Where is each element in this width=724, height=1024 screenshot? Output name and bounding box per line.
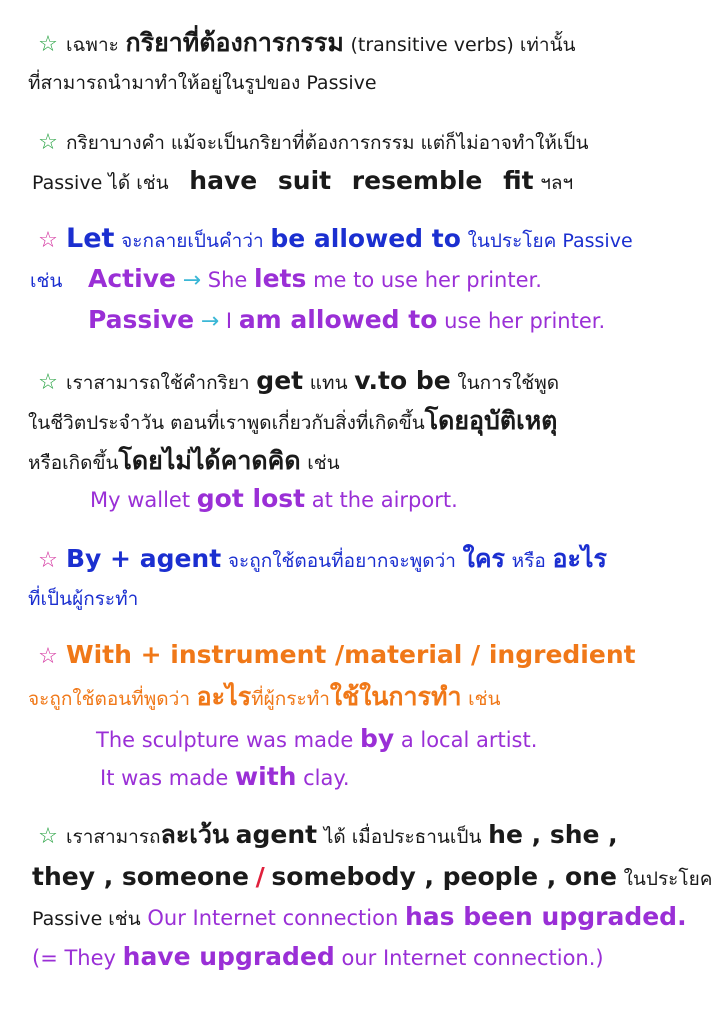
s6-example-1: The sculpture was made by a local artist. (96, 724, 538, 753)
s6-example-2: It was made with clay. (100, 762, 350, 791)
s6-line-2: จะถูกใช้ตอนที่พูดว่า อะไรที่ผู้กระทำใช้ในการทำ เช่น (28, 682, 501, 711)
s3-line-2-active: เช่น Active → She lets me to use her printer. (30, 264, 542, 293)
star-outline-green-icon: ☆ (38, 130, 58, 155)
s1-line-1: ☆ เฉพาะ กริยาที่ต้องการกรรม (transitive verbs) เท่านั้น (36, 28, 576, 60)
star-outline-magenta-icon: ☆ (38, 548, 58, 573)
s5-line-2: ที่เป็นผู้กระทำ (28, 588, 139, 610)
s4-line-1: ☆ เราสามารถใช้คำกริยา get แทน v.to be ในการใช้พูด (36, 366, 559, 398)
s3-line-3-passive: Passive → I am allowed to use her printer. (88, 305, 606, 334)
arrow-right-icon: → (200, 309, 220, 334)
arrow-right-icon: → (182, 268, 202, 293)
s4-example: My wallet got lost at the airport. (90, 484, 458, 513)
star-outline-magenta-icon: ☆ (38, 644, 58, 669)
star-outline-green-icon: ☆ (38, 32, 58, 57)
s5-line-1: ☆ By + agent จะถูกใช้ตอนที่อยากจะพูดว่า ใคร หรือ อะไร (36, 544, 607, 576)
s4-line-3: หรือเกิดขึ้นโดยไม่ได้คาดคิด เช่น (28, 446, 340, 475)
s2-line-2: Passive ได้ เช่น have suit resemble fit ฯลฯ (32, 166, 574, 195)
s7-line-3: Passive เช่น Our Internet connection has been upgraded. (32, 902, 687, 931)
s4-line-2: ในชีวิตประจำวัน ตอนที่เราพูดเกี่ยวกับสิ่งที่เกิดขึ้นโดยอุบัติเหตุ (28, 406, 558, 435)
s2-line-1: ☆ กริยาบางคำ แม้จะเป็นกริยาที่ต้องการกรรม แต่ก็ไม่อาจทำให้เป็น (36, 128, 588, 158)
s7-line-4: (= They have upgraded our Internet connection.) (32, 942, 604, 971)
s6-line-1: ☆ With + instrument /material / ingredient (36, 640, 636, 672)
s7-line-1: ☆ เราสามารถละเว้น agent ได้ เมื่อประธานเป็น he , she , (36, 820, 618, 852)
star-outline-magenta-icon: ☆ (38, 228, 58, 253)
s1-line-2: ที่สามารถนำมาทำให้อยู่ในรูปของ Passive (28, 72, 377, 94)
star-outline-green-icon: ☆ (38, 824, 58, 849)
star-outline-green-icon: ☆ (38, 370, 58, 395)
s7-line-2: they , someone / somebody , people , one ในประโยค (32, 862, 713, 891)
s3-line-1: ☆ Let จะกลายเป็นคำว่า be allowed to ในประโยค Passive (36, 224, 633, 256)
